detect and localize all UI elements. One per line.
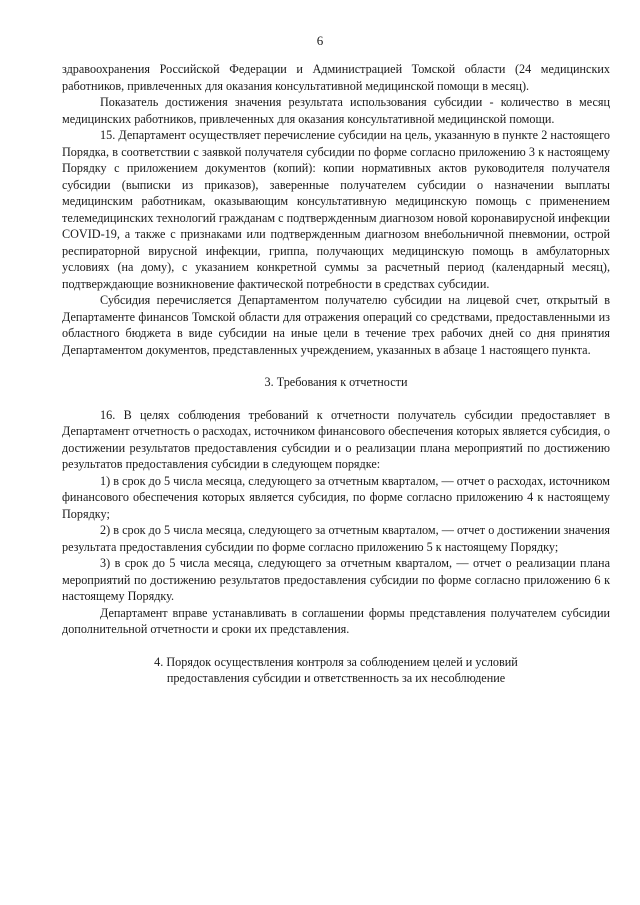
paragraph-indicator: Показатель достижения значения результата использования субсидии - количество в месяц медицинских работников, привлеченных для оказания консультативной медицинской помощи. bbox=[62, 95, 610, 126]
list-item-report-3: 3) в срок до 5 числа месяца, следующего за отчетным кварталом, — отчет о реализации плана мероприятий по достижению результатов предоставления субсидии по форме согласно приложению 6 к настоящему Порядку. bbox=[62, 556, 610, 603]
section-4-heading-line-2: предоставления субсидии и ответственность за их несоблюдение bbox=[166, 671, 506, 685]
paragraph-continuation: здравоохранения Российской Федерации и Администрацией Томской области (24 медицинских работников, привлеченных для оказания консультативной медицинской помощи в месяц). bbox=[62, 62, 610, 93]
paragraph-clause-15: 15. Департамент осуществляет перечисление субсидии на цель, указанную в пункте 2 настоящего Порядка, в соответствии с заявкой получателя субсидии по форме согласно приложению 3 к настоящему Порядку с приложением документов (копий): копии нормативных актов руководителя получателя субсидии (выписки из приказов), заверенные получателем субсидии о назначении выплаты медицинским работникам, оказывающим консультативную медицинскую помощь с применением телемедицинских технологий гражданам с подтвержденным диагнозом новой коронавирусной инфекции COVID-19, а также с признаками или подтвержденным диагнозом внебольничной пневмонии, острой респираторной вирусной инфекции, гриппа, получающих медицинскую помощь в амбулаторных условиях (на дому), с указанием конкретной суммы за расчетный период (календарный месяц), подтверждающие возникновение фактической потребности в средствах субсидии. bbox=[62, 128, 610, 291]
section-4-heading-line-1: 4. Порядок осуществления контроля за соблюдением целей и условий bbox=[154, 654, 518, 669]
paragraph-clause-16: 16. В целях соблюдения требований к отчетности получатель субсидии предоставляет в Департамент отчетность о расходах, источником финансового обеспечения которых является субсидия, о достижении результатов предоставления субсидии и о реализации плана мероприятий по достижению результатов предоставления субсидии в следующем порядке: bbox=[62, 407, 610, 471]
page-number: 6 bbox=[316, 33, 324, 48]
section-4-heading bbox=[62, 654, 610, 687]
list-item-report-1: 1) в срок до 5 числа месяца, следующего за отчетным кварталом, — отчет о расходах, источником финансового обеспечения которых является субсидия, по форме согласно приложению 4 к настоящему Порядку; bbox=[62, 473, 610, 521]
list-item-report-2: 2) в срок до 5 числа месяца, следующего за отчетным кварталом, — отчет о достижении значения результата предоставления субсидии по форме согласно приложению 5 к настоящему Порядку; bbox=[62, 523, 610, 554]
paragraph-subsidy-transfer: Субсидия перечисляется Департаментом получателю субсидии на лицевой счет, открытый в Департаменте финансов Томской области для отражения операций со средствами, предоставленными из областного бюджета в виде субсидии на иные цели в течение трех рабочих дней со дня принятия Департаментом документов, представленных учреждением, указанных в абзаце 1 настоящего пункта. bbox=[62, 293, 610, 357]
document-body bbox=[62, 61, 610, 687]
paragraph-additional-reporting: Департамент вправе устанавливать в соглашении формы представления получателем субсидии дополнительной отчетности и сроки их представления. bbox=[62, 605, 610, 636]
section-3-heading: 3. Требования к отчетности bbox=[264, 375, 408, 389]
